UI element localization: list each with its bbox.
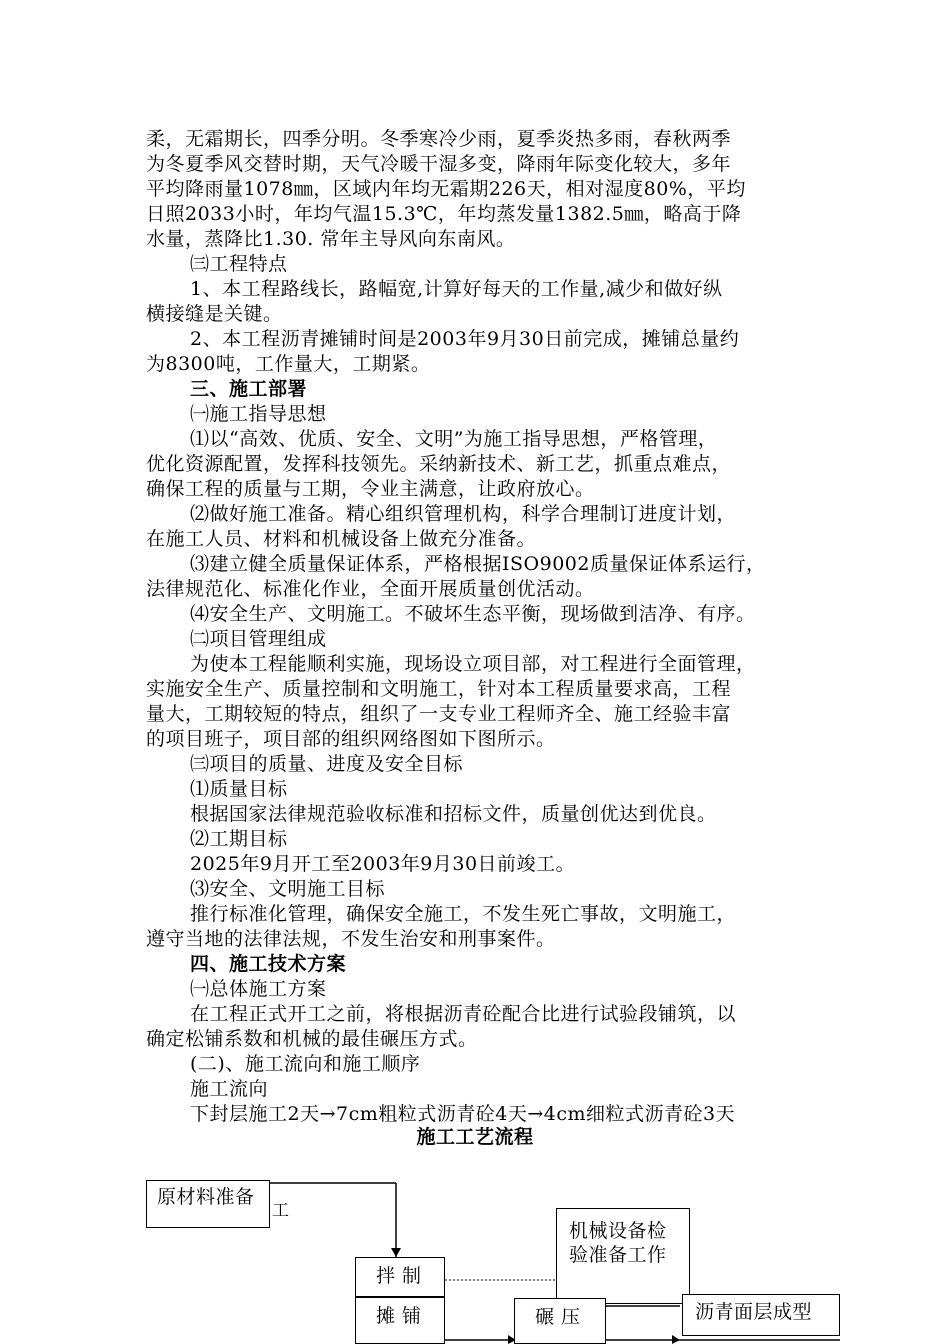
text-line: ⑴以“高效、优质、安全、文明”为施工指导思想，严格管理， [190, 428, 718, 450]
text-line: 施工流向 [190, 1078, 269, 1100]
mixing-box [355, 1257, 445, 1297]
text-line: ⑴质量目标 [190, 778, 288, 800]
text-line: 下封层施工2天→7cm粗粒式沥青砼4天→4cm细粒式沥青砼3天 [190, 1103, 736, 1125]
text-line: ⑷安全生产、文明施工。不破坏生态平衡，现场做到洁净、有序。 [190, 603, 756, 625]
text-line: 的项目班子，项目部的组织网络图如下图所示。 [146, 728, 556, 750]
equipment-label-line2: 验准备工作 [569, 1244, 667, 1266]
equipment-label-line1: 机械设备检 [569, 1220, 667, 1242]
text-line: 2025年9月开工至2003年9月30日前竣工。 [190, 853, 576, 875]
text-line: ㈡项目管理组成 [190, 628, 327, 650]
text-line: 量大，工期较短的特点，组织了一支专业工程师齐全、施工经验丰富 [146, 703, 732, 725]
raw-material-label: 原材料准备 [157, 1186, 255, 1208]
text-line: 柔，无霜期长，四季分明。冬季寒冷少雨，夏季炎热多雨，春秋两季 [146, 128, 732, 150]
text-line: 确保工程的质量与工期，令业主满意，让政府放心。 [146, 478, 595, 500]
text-line: ⑵工期目标 [190, 828, 288, 850]
text-line: 1、本工程路线长，路幅宽,计算好每天的工作量,减少和做好纵 [190, 278, 723, 300]
text-line: 平均降雨量1078㎜，区域内年均无霜期226天，相对湿度80%，平均 [146, 178, 746, 200]
text-line: ㈢工程特点 [190, 253, 288, 275]
text-line: ⑵做好施工准备。精心组织管理机构，科学合理制订进度计划， [190, 503, 737, 525]
finished-box [682, 1294, 840, 1336]
text-line: 2、本工程沥青摊铺时间是2003年9月30日前完成，摊铺总量约 [190, 328, 740, 350]
flow-title: 施工工艺流程 [416, 1126, 534, 1148]
text-line: 优化资源配置，发挥科技领先。采纳新技术、新工艺，抓重点难点， [146, 453, 732, 475]
text-line: ㈠总体施工方案 [190, 978, 327, 1000]
raw-material-tail: 工 [272, 1201, 290, 1221]
rolling-label: 碾 压 [535, 1306, 581, 1328]
text-line: ⑶建立健全质量保证体系，严格根据ISO9002质量保证体系运行， [190, 553, 766, 575]
raw-material-box [146, 1180, 270, 1228]
arrow-head [391, 1248, 401, 1257]
paving-box [355, 1297, 445, 1344]
text-line: 水量，蒸降比1.30. 常年主导风向东南风。 [146, 228, 516, 250]
equipment-box [556, 1208, 690, 1304]
text-line: ㈠施工指导思想 [190, 403, 327, 425]
text-line: 横接缝是关键。 [146, 303, 283, 325]
text-line: 在施工人员、材料和机械设备上做充分准备。 [146, 528, 537, 550]
text-line: (二)、施工流向和施工顺序 [190, 1053, 421, 1075]
text-line: 为使本工程能顺利实施，现场设立项目部，对工程进行全面管理， [190, 653, 756, 675]
text-line: 实施安全生产、质量控制和文明施工，针对本工程质量要求高，工程 [146, 678, 732, 700]
text-line: 根据国家法律规范验收标准和招标文件，质量创优达到优良。 [190, 803, 717, 825]
text-line: 确定松铺系数和机械的最佳碾压方式。 [146, 1028, 478, 1050]
text-line: 为8300吨，工作量大，工期紧。 [146, 353, 431, 375]
text-line: 遵守当地的法律法规，不发生治安和刑事案件。 [146, 928, 556, 950]
text-line: 推行标准化管理，确保安全施工，不发生死亡事故，文明施工， [190, 903, 737, 925]
mixing-label: 拌 制 [376, 1265, 422, 1287]
text-line: 在工程正式开工之前，将根据沥青砼配合比进行试验段铺筑，以 [190, 1003, 737, 1025]
arrow-head [672, 1335, 680, 1344]
section-heading: 四、施工技术方案 [190, 953, 347, 975]
section-heading: 三、施工部署 [190, 378, 308, 400]
rolling-box [514, 1298, 606, 1344]
text-line: 为冬夏季风交替时期，天气冷暖干湿多变，降雨年际变化较大，多年 [146, 153, 732, 175]
paving-label: 摊 铺 [376, 1305, 422, 1327]
finished-label: 沥青面层成型 [695, 1301, 813, 1323]
text-line: ⑶安全、文明施工目标 [190, 878, 386, 900]
text-line: 法律规范化、标准化作业，全面开展质量创优活动。 [146, 578, 595, 600]
text-line: 日照2033小时，年均气温15.3℃，年均蒸发量1382.5㎜，略高于降 [146, 203, 742, 225]
text-line: ㈢项目的质量、进度及安全目标 [190, 753, 464, 775]
